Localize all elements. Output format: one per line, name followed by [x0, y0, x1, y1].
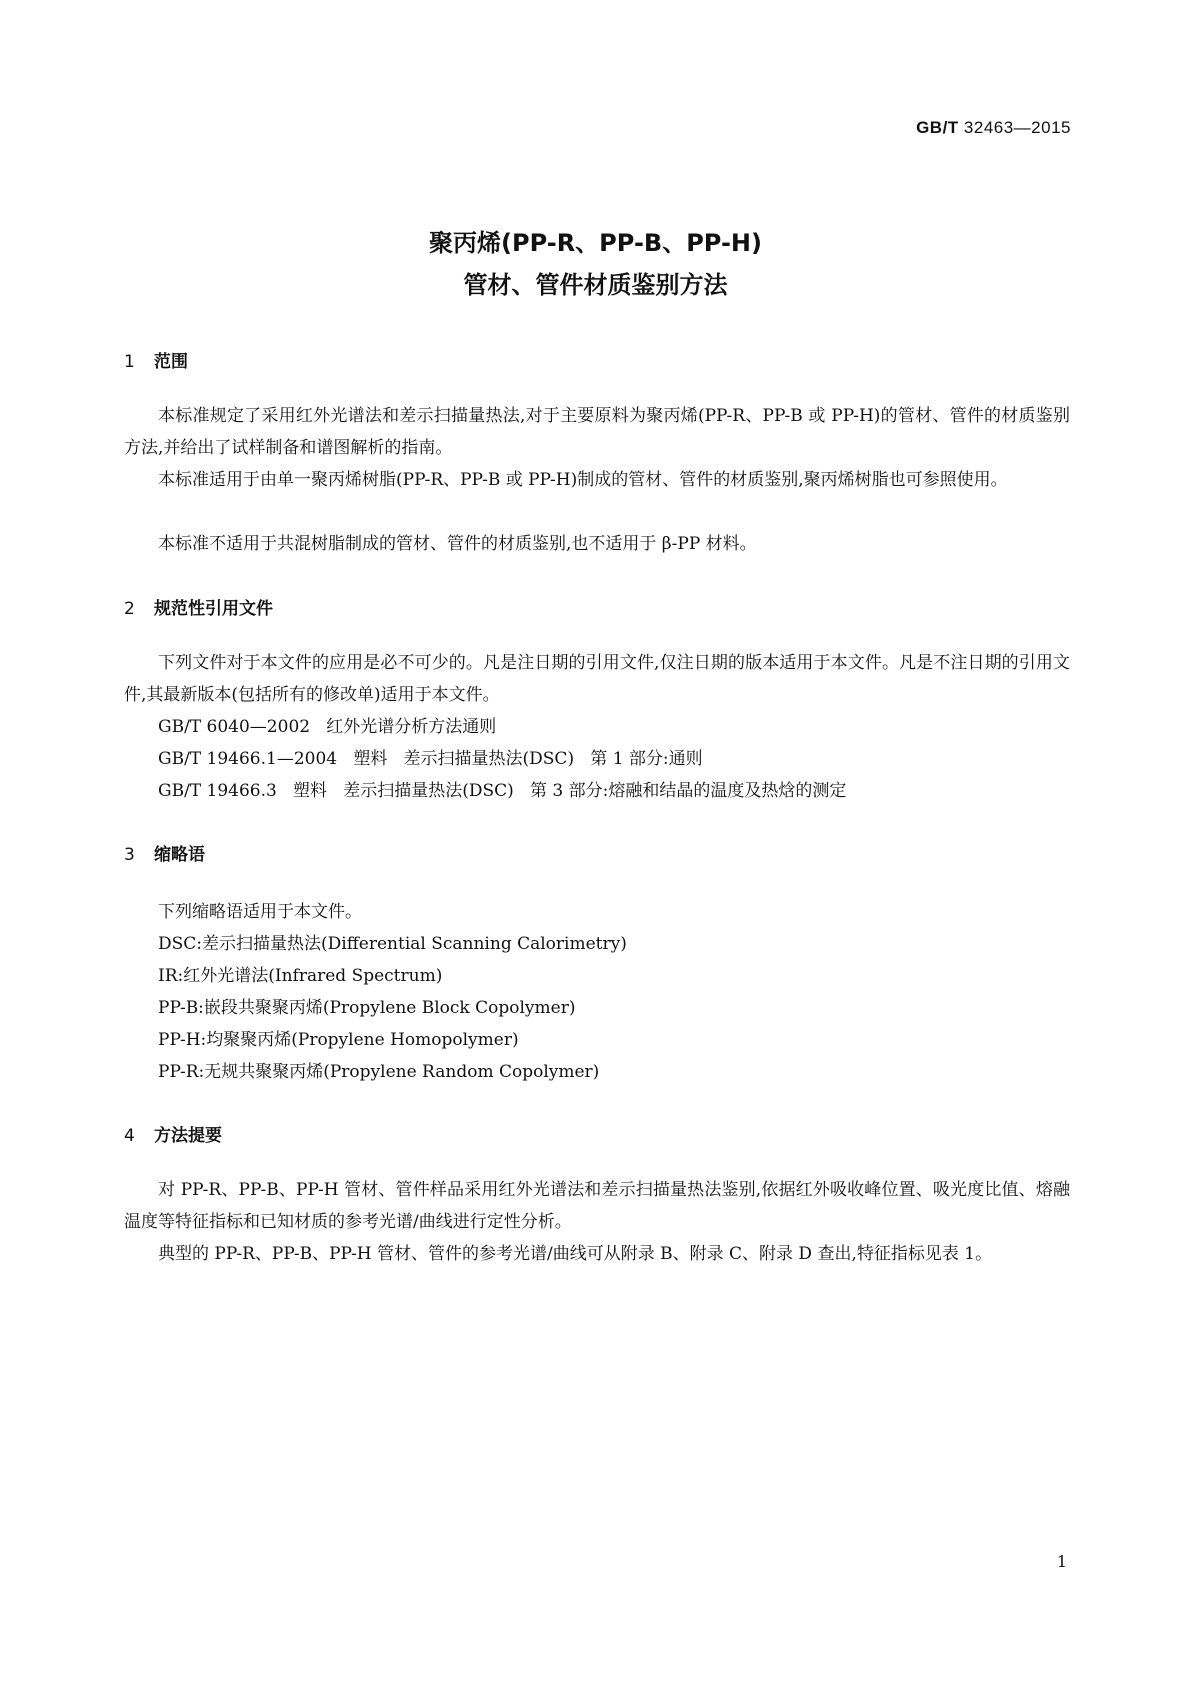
- paragraph: 本标准不适用于共混树脂制成的管材、管件的材质鉴别,也不适用于 β-PP 材料。: [158, 534, 757, 554]
- document-title: [0, 222, 1191, 306]
- abbreviation-item: DSC:差示扫描量热法(Differential Scanning Calorimetry): [158, 934, 627, 954]
- section-2-heading: [124, 594, 273, 619]
- standard-code: 32463—2015: [963, 118, 1071, 137]
- section-4-heading: [124, 1121, 222, 1146]
- paragraph: 本标准规定了采用红外光谱法和差示扫描量热法,对于主要原料为聚丙烯(PP-R、PP-B 或 PP-H)的管材、管件的材质鉴别方法,并给出了试样制备和谱图解析的指南。: [124, 406, 1070, 458]
- section-title: 缩略语: [154, 845, 205, 865]
- section-title: 范围: [154, 352, 188, 372]
- normative-reference: GB/T 19466.1—2004 塑料 差示扫描量热法(DSC) 第 1 部分:通则: [158, 749, 703, 769]
- section-3-heading: [124, 840, 205, 865]
- paragraph: 下列文件对于本文件的应用是必不可少的。凡是注日期的引用文件,仅注日期的版本适用于本文件。凡是不注日期的引用文件,其最新版本(包括所有的修改单)适用于本文件。: [124, 653, 1070, 705]
- title-line-2: 管材、管件材质鉴别方法: [463, 271, 728, 299]
- section-1-heading: [124, 347, 188, 372]
- section-number: 3: [124, 845, 135, 865]
- standard-number: [916, 118, 1071, 138]
- paragraph: 对 PP-R、PP-B、PP-H 管材、管件样品采用红外光谱法和差示扫描量热法鉴别,依据红外吸收峰位置、吸光度比值、熔融温度等特征指标和已知材质的参考光谱/曲线进行定性分析。: [124, 1180, 1070, 1232]
- abbreviation-item: PP-B:嵌段共聚聚丙烯(Propylene Block Copolymer): [158, 998, 576, 1018]
- abbreviation-item: IR:红外光谱法(Infrared Spectrum): [158, 966, 443, 986]
- paragraph: 本标准适用于由单一聚丙烯树脂(PP-R、PP-B 或 PP-H)制成的管材、管件的材质鉴别,聚丙烯树脂也可参照使用。: [158, 470, 1008, 490]
- section-number: 4: [124, 1126, 135, 1146]
- normative-reference: GB/T 6040—2002 红外光谱分析方法通则: [158, 717, 497, 737]
- normative-reference: GB/T 19466.3 塑料 差示扫描量热法(DSC) 第 3 部分:熔融和结晶的温度及热焓的测定: [158, 781, 847, 801]
- section-number: 1: [124, 352, 135, 372]
- abbreviation-item: PP-R:无规共聚聚丙烯(Propylene Random Copolymer): [158, 1062, 600, 1082]
- title-line-1: 聚丙烯(PP-R、PP-B、PP-H): [429, 229, 762, 257]
- abbreviations-intro: 下列缩略语适用于本文件。: [158, 902, 362, 922]
- section-title: 方法提要: [154, 1126, 222, 1146]
- page-number: 1: [1056, 1552, 1067, 1571]
- section-number: 2: [124, 599, 135, 619]
- abbreviation-item: PP-H:均聚聚丙烯(Propylene Homopolymer): [158, 1030, 519, 1050]
- paragraph: 典型的 PP-R、PP-B、PP-H 管材、管件的参考光谱/曲线可从附录 B、附录 C、附录 D 查出,特征指标见表 1。: [158, 1244, 993, 1264]
- standard-prefix: GB/T: [916, 118, 959, 137]
- section-title: 规范性引用文件: [154, 599, 273, 619]
